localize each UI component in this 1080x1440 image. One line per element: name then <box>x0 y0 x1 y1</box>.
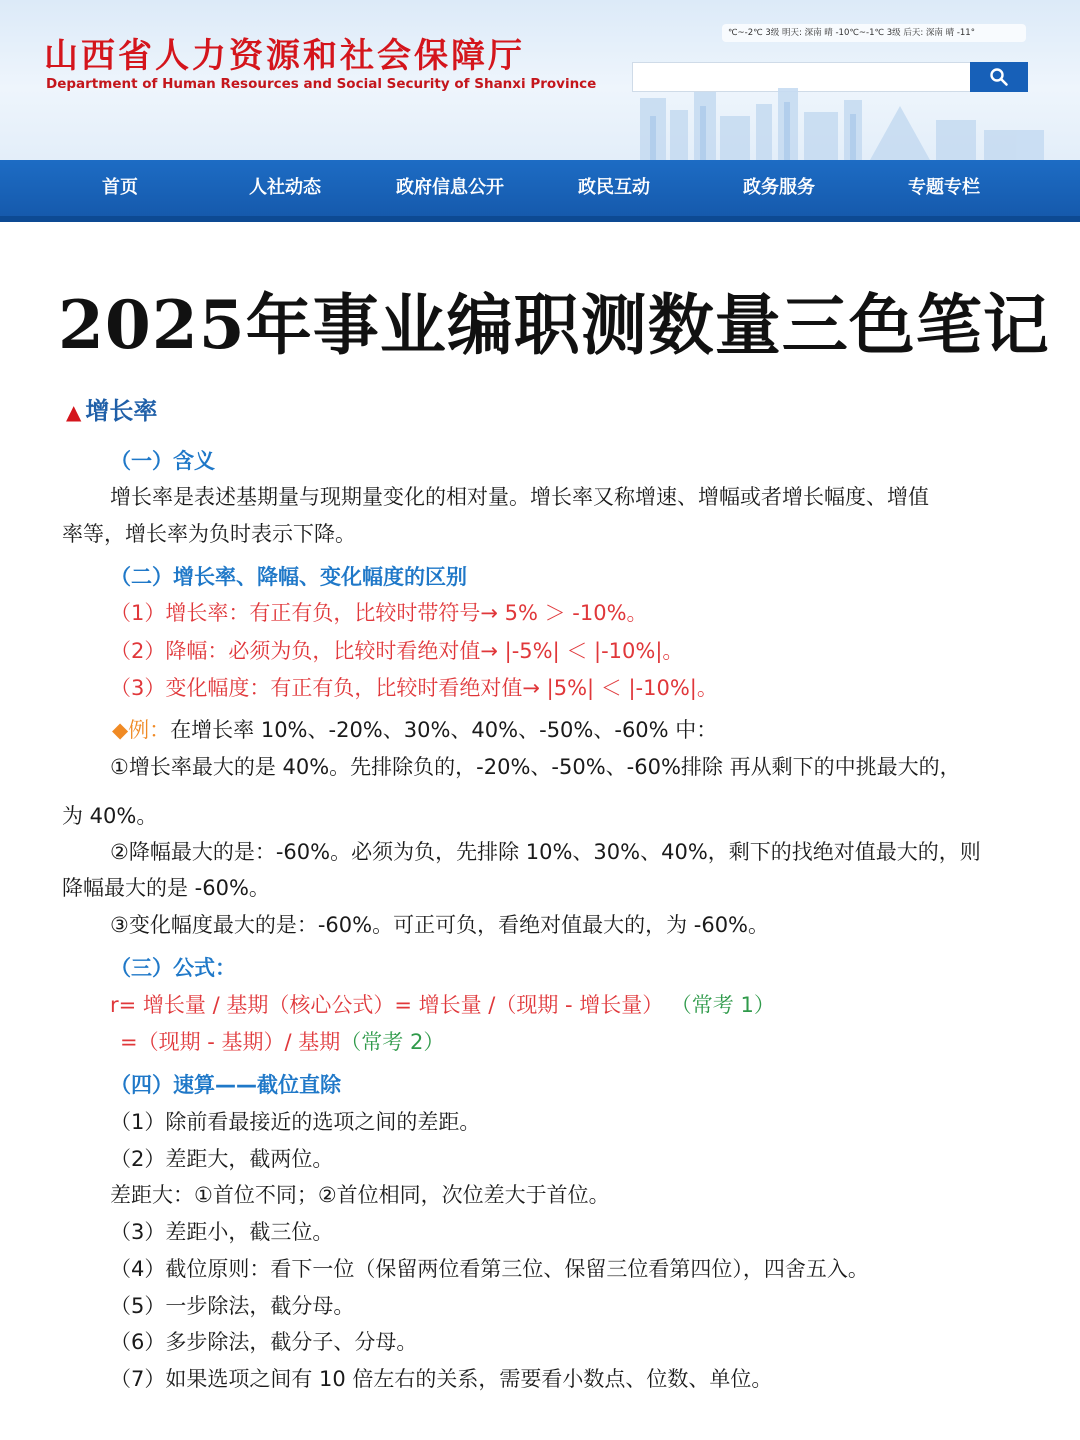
city-skyline-illustration <box>560 86 1080 160</box>
example-answer-1: ①增长率最大的是 40%。先排除负的，-20%、-50%、-60%排除 再从剩下的中挑最大的， <box>110 755 961 779</box>
formula-2: =（现期 - 基期）/ 基期 <box>120 1030 341 1054</box>
example-label: ◆例： <box>112 718 171 742</box>
weather-bar: ℃~-2℃ 3级 明天: 深南 晴 -10℃~-1℃ 3级 后天: 深南 晴 -11° <box>722 24 1026 42</box>
list-item: （4）截位原则：看下一位（保留两位看第三位、保留三位看第四位），四舍五入。 <box>110 1257 869 1281</box>
formula-2-note: （常考 2） <box>340 1030 445 1054</box>
section-2-item-1: （1）增长率：有正有负，比较时带符号→ 5% ＞ -10%。 <box>110 601 648 625</box>
list-item: （7）如果选项之间有 10 倍左右的关系，需要看小数点、位数、单位。 <box>110 1367 773 1391</box>
topic-heading <box>66 396 157 427</box>
main-nav <box>0 160 1080 222</box>
section-1-paragraph-line-1: 增长率是表述基期量与现期量变化的相对量。增长率又称增速、增幅或者增长幅度、增值 <box>110 485 929 509</box>
section-2-item-3: （3）变化幅度：有正有负，比较时看绝对值→ |5%| ＜ |-10%|。 <box>110 676 718 700</box>
search-icon <box>989 67 1009 87</box>
site-logo-title[interactable]: 山西省人力资源和社会保障厅 <box>44 36 525 76</box>
example-text: 在增长率 10%、-20%、30%、40%、-50%、-60% 中： <box>170 718 718 742</box>
formula-1: r= 增长量 / 基期（核心公式）= 增长量 /（现期 - 增长量） <box>110 993 664 1017</box>
section-4-heading: （四）速算——截位直除 <box>110 1073 341 1097</box>
example-answer-3: ③变化幅度最大的是：-60%。可正可负，看绝对值最大的，为 -60%。 <box>110 913 770 937</box>
section-1-paragraph-line-2: 率等，增长率为负时表示下降。 <box>62 522 356 546</box>
list-item: 差距大：①首位不同；②首位相同，次位差大于首位。 <box>110 1183 610 1207</box>
list-item: （5）一步除法，截分母。 <box>110 1294 355 1318</box>
topic-heading-text: 增长率 <box>85 397 158 425</box>
section-3-heading: （三）公式： <box>110 956 236 980</box>
section-2-heading: （二）增长率、降幅、变化幅度的区别 <box>110 565 467 589</box>
list-item: （3）差距小，截三位。 <box>110 1220 334 1244</box>
example-answer-1-cont: 为 40%。 <box>62 804 158 828</box>
example-answer-2-cont: 降幅最大的是 -60%。 <box>62 876 270 900</box>
example-answer-2: ②降幅最大的是：-60%。必须为负，先排除 10%、30%、40%，剩下的找绝对值最大的，则 <box>110 840 981 864</box>
nav-item-news[interactable]: 人社动态 <box>249 177 321 198</box>
list-item: （2）差距大，截两位。 <box>110 1147 334 1171</box>
formula-1-note: （常考 1） <box>681 993 775 1017</box>
nav-item-topics[interactable]: 专题专栏 <box>908 177 980 198</box>
nav-item-gov-info[interactable]: 政府信息公开 <box>396 177 504 198</box>
triangle-icon: ▲ <box>66 400 82 424</box>
list-item: （1）除前看最接近的选项之间的差距。 <box>110 1110 481 1134</box>
site-header <box>0 0 1080 160</box>
formula-line-2 <box>120 1027 444 1057</box>
nav-bottom-strip <box>0 216 1080 222</box>
formula-line-1 <box>110 990 775 1020</box>
section-2-item-2: （2）降幅：必须为负，比较时看绝对值→ |-5%| ＜ |-10%|。 <box>110 639 684 663</box>
example-line <box>112 715 717 745</box>
site-logo-subtitle: Department of Human Resources and Social Security of Shanxi Province <box>46 76 597 92</box>
section-1-heading: （一）含义 <box>110 449 215 473</box>
nav-item-interaction[interactable]: 政民互动 <box>578 177 650 198</box>
nav-item-services[interactable]: 政务服务 <box>743 177 815 198</box>
list-item: （6）多步除法，截分子、分母。 <box>110 1330 418 1354</box>
nav-item-home[interactable]: 首页 <box>102 177 138 198</box>
page-title: 2025年事业编职测数量三色笔记 <box>58 286 1050 364</box>
